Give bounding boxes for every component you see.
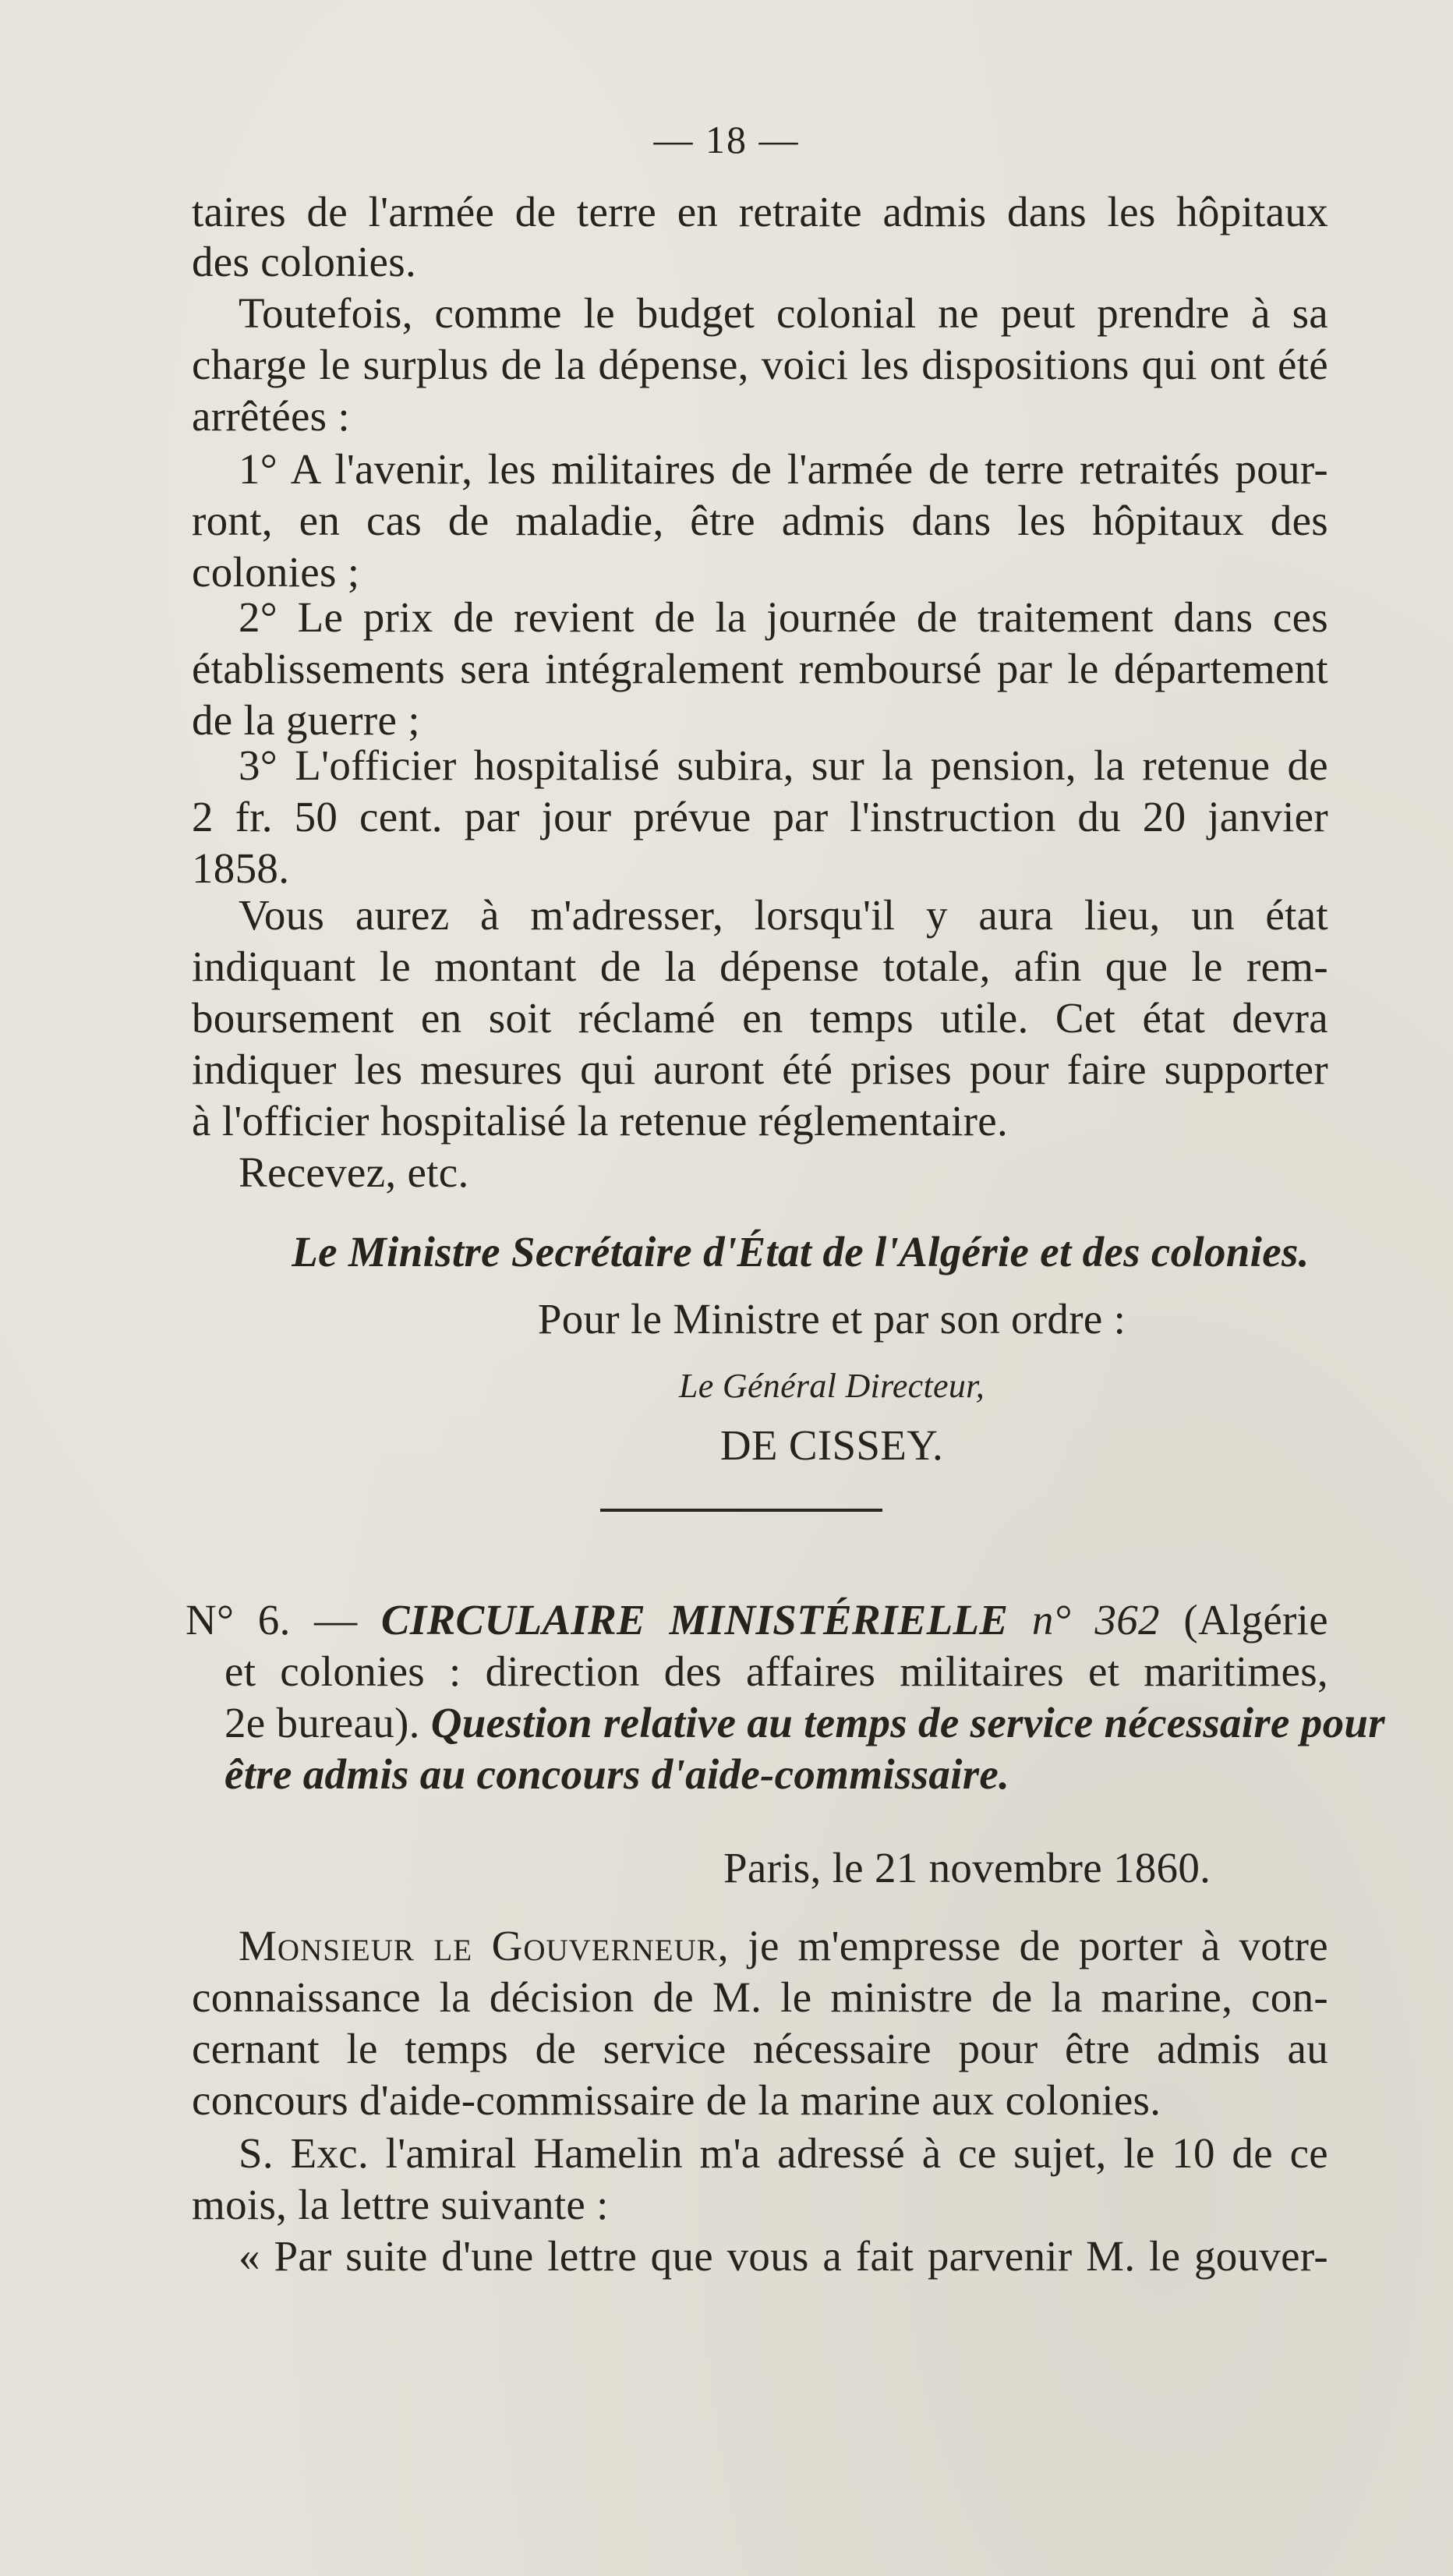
circular-heading-line bbox=[186, 1595, 1328, 1645]
text-line: 1° A l'avenir, les militaires de l'armée de terre retraités pour- bbox=[239, 445, 1328, 493]
text-line: de la guerre ; bbox=[192, 696, 420, 744]
page-number: — 18 — bbox=[653, 118, 800, 161]
section-divider bbox=[600, 1509, 882, 1512]
circular-number-ref: n° 362 bbox=[1031, 1596, 1160, 1644]
salutation: Monsieur le Gouverneur, bbox=[239, 1922, 730, 1969]
circular-subject-cont: être admis au concours d'aide-commissaire. bbox=[224, 1750, 1010, 1798]
circular-bureau: 2e bureau). bbox=[224, 1699, 420, 1746]
text-line: 1858. bbox=[192, 844, 290, 892]
signature-role: Le Général Directeur, bbox=[678, 1367, 985, 1405]
text-line: mois, la lettre suivante : bbox=[192, 2181, 609, 2228]
text-line: à l'officier hospitalisé la retenue réglementaire. bbox=[192, 1097, 1009, 1145]
text-line: « Par suite d'une lettre que vous a fait parvenir M. le gouver- bbox=[239, 2232, 1328, 2280]
text-line: 2 fr. 50 cent. par jour prévue par l'instruction du 20 janvier bbox=[192, 793, 1328, 840]
text-line: cernant le temps de service nécessaire pour être admis au bbox=[192, 2025, 1328, 2072]
text-line: établissements sera intégralement remboursé par le département bbox=[192, 645, 1328, 692]
text-line: charge le surplus de la dépense, voici les dispositions qui ont été bbox=[192, 341, 1328, 388]
text-line: concours d'aide-commissaire de la marine aux colonies. bbox=[192, 2076, 1161, 2124]
circular-heading-rest: (Algérie bbox=[1183, 1596, 1328, 1644]
text-line: Recevez, etc. bbox=[239, 1148, 469, 1196]
circular-subject-line bbox=[224, 1698, 1385, 1748]
text-line: connaissance la décision de M. le ministre de la marine, con- bbox=[192, 1973, 1328, 2021]
text-line: boursement en soit réclamé en temps utile. Cet état devra bbox=[192, 994, 1328, 1042]
text-line: et colonies : direction des affaires militaires et maritimes, bbox=[224, 1647, 1328, 1695]
circular-number: N° 6. — bbox=[186, 1596, 358, 1644]
circular-title: CIRCULAIRE MINISTÉRIELLE bbox=[380, 1596, 1009, 1644]
signature-title: Le Ministre Secrétaire d'État de l'Algérie et des colonies. bbox=[292, 1228, 1310, 1276]
text-line: colonies ; bbox=[192, 548, 360, 596]
signature-for-minister: Pour le Ministre et par son ordre : bbox=[537, 1295, 1126, 1343]
text-line: indiquer les mesures qui auront été prises pour faire supporter bbox=[192, 1046, 1328, 1093]
dateline: Paris, le 21 novembre 1860. bbox=[723, 1844, 1211, 1891]
text-line: arrêtées : bbox=[192, 392, 350, 440]
text-line: taires de l'armée de terre en retraite admis dans les hôpitaux bbox=[192, 188, 1328, 235]
text-line: 2° Le prix de revient de la journée de traitement dans ces bbox=[239, 593, 1328, 641]
text-line: Toutefois, comme le budget colonial ne peut prendre à sa bbox=[239, 289, 1328, 337]
signature-name: DE CISSEY. bbox=[719, 1421, 944, 1469]
text-line: indiquant le montant de la dépense totale, afin que le rem- bbox=[192, 943, 1328, 990]
salutation-line bbox=[239, 1921, 1328, 1971]
text-line: S. Exc. l'amiral Hamelin m'a adressé à ce sujet, le 10 de ce bbox=[239, 2129, 1328, 2177]
circular-subject: Question relative au temps de service nécessaire pour bbox=[430, 1699, 1385, 1746]
text-line: je m'empresse de porter à votre bbox=[748, 1922, 1328, 1969]
text-line: Vous aurez à m'adresser, lorsqu'il y aura lieu, un état bbox=[239, 891, 1328, 939]
text-line: ront, en cas de maladie, être admis dans les hôpitaux des bbox=[192, 497, 1328, 544]
text-line: 3° L'officier hospitalisé subira, sur la pension, la retenue de bbox=[239, 741, 1328, 789]
text-line: des colonies. bbox=[192, 238, 417, 285]
